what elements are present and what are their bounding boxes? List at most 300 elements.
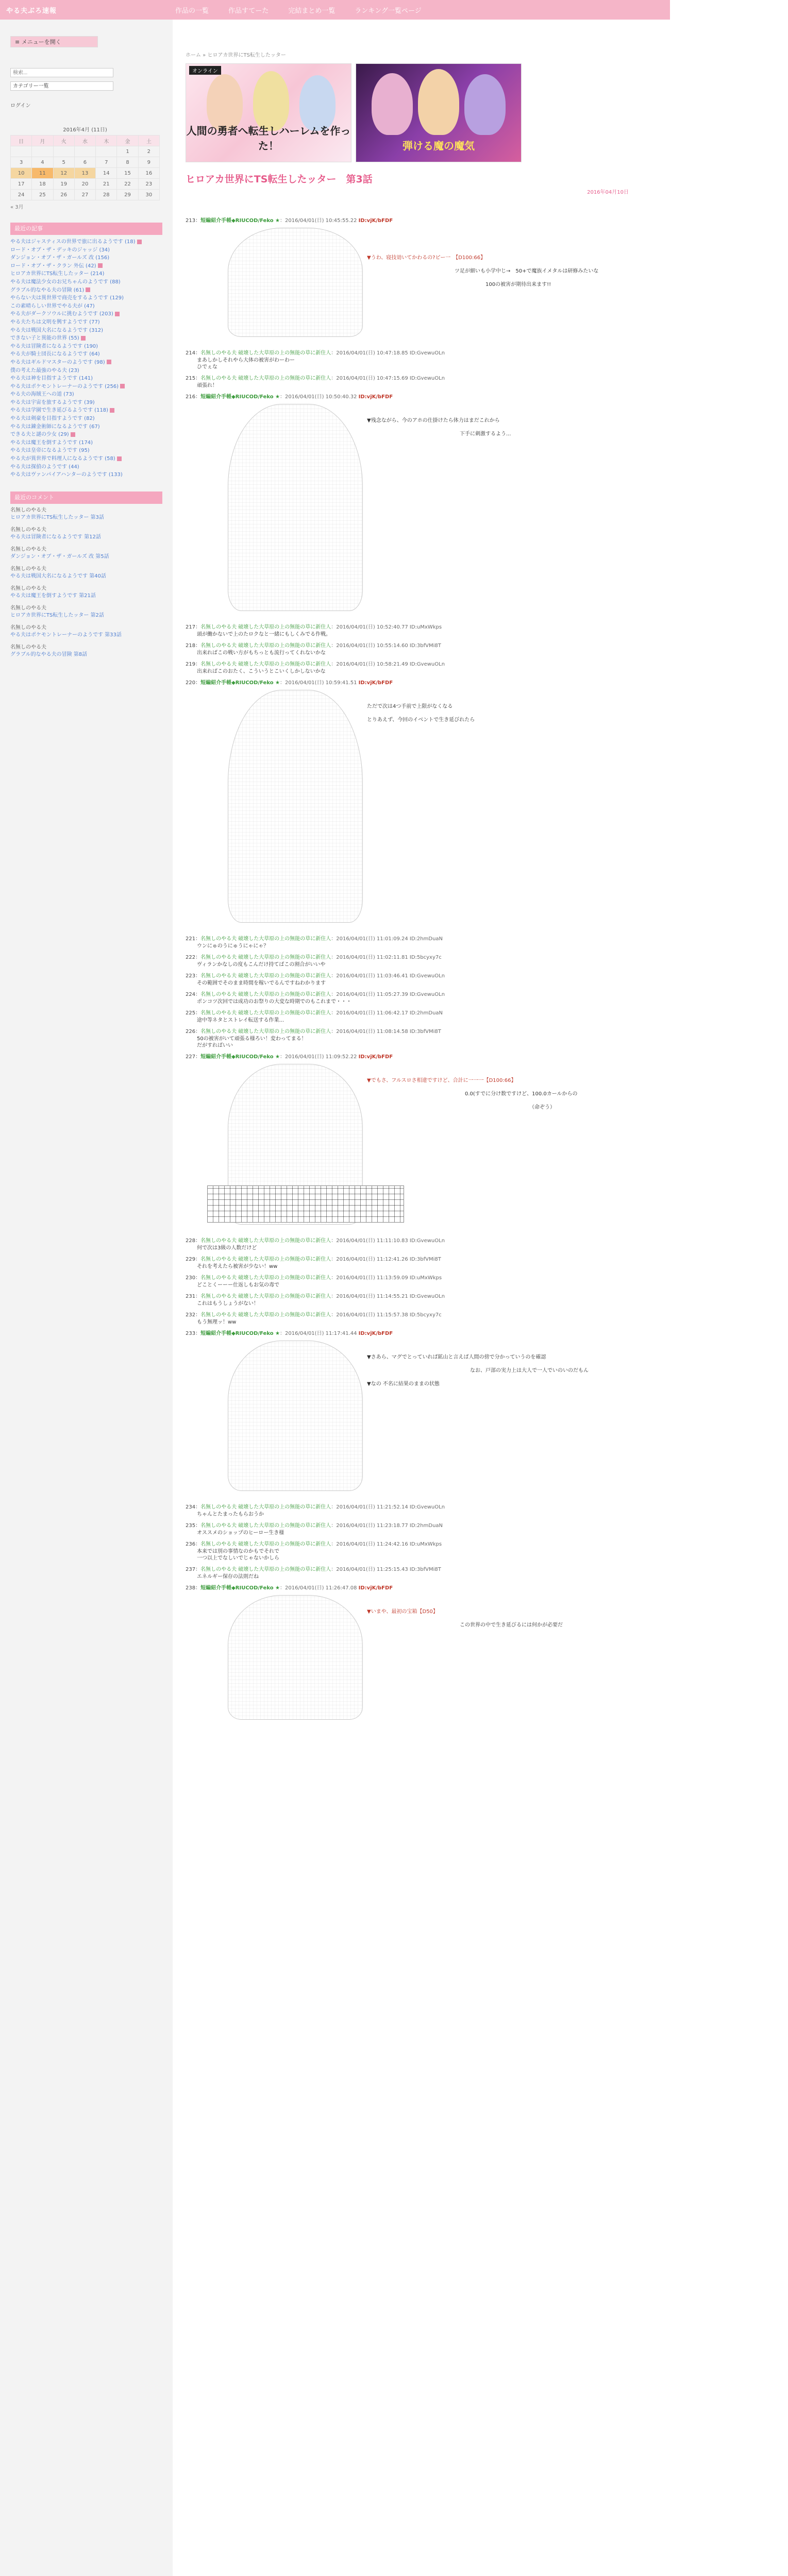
comment-item <box>10 546 162 561</box>
response-author: 名無しのやる夫 破壊した大草原の上の無能の草に新住人 <box>200 1504 331 1510</box>
response-body <box>186 1300 649 1307</box>
recent-post-link[interactable]: やる夫はギルドマスターのようです (98) <box>10 359 162 367</box>
calendar-day[interactable]: 24 <box>11 190 32 200</box>
response-header <box>186 678 649 686</box>
response-author: 短編紹介手帳◆RIUCOD/Feko ★ <box>200 1585 280 1591</box>
response-line: ▼さあら、マグでとっていれば鉱山と言えば人間の傍で分かっていうのを確認 <box>367 1354 546 1360</box>
thread-response <box>186 1310 649 1326</box>
response-body <box>186 650 649 656</box>
calendar-weekday: 月 <box>32 135 53 146</box>
response-line: 本来では別の事情なのかもでそれで <box>197 1549 279 1554</box>
thread-response <box>186 934 649 950</box>
response-number[interactable]: 232： <box>186 1312 201 1318</box>
recent-post-link[interactable]: やる夫がダークソウルに挑むようです (203) <box>10 310 162 318</box>
response-date: ：2016/04/01(日) 11:17:41.44 <box>280 1331 359 1336</box>
thread-response <box>186 1236 649 1251</box>
comment-post-link[interactable]: やる夫はポケモントレーナーのようです 第33話 <box>10 632 122 638</box>
response-number[interactable]: 235： <box>186 1523 201 1529</box>
response-line: だがすればいい <box>197 1043 233 1048</box>
recent-post-link[interactable]: やる夫はポケモントレーナーのようです (256) <box>10 383 162 391</box>
response-header <box>186 1255 649 1262</box>
calendar-day[interactable]: 26 <box>53 190 74 200</box>
response-number[interactable]: 236： <box>186 1541 201 1547</box>
response-line: ただで次は4つ手前で上限がなくなる <box>367 704 453 709</box>
response-body <box>186 1036 649 1049</box>
response-number[interactable]: 216： <box>186 394 201 400</box>
sidebar <box>0 20 173 2576</box>
calendar-day <box>96 146 117 157</box>
recent-post-link[interactable]: やる夫はジャスティスの世界で旅に出るようです (18) <box>10 238 162 246</box>
response-number[interactable]: 218： <box>186 643 201 649</box>
recent-post-link[interactable]: ロード・オブ・ザ・クラン 外伝 (42) <box>10 262 162 270</box>
response-number[interactable]: 215： <box>186 376 201 381</box>
response-id[interactable]: ID:GvewuOLn <box>409 662 445 667</box>
thread-response <box>186 1292 649 1307</box>
ascii-art-grid <box>207 1185 404 1223</box>
site-title[interactable]: やる夫ぶろ速報 <box>6 7 57 15</box>
recent-post-link[interactable]: やる夫は錬金術師になるようです (67) <box>10 423 100 430</box>
response-id[interactable]: ID:GvewuOLn <box>409 1294 445 1299</box>
search-input[interactable] <box>10 68 113 77</box>
recent-post-link[interactable]: やる夫が騎士団長になるようです (64) <box>10 351 100 358</box>
calendar-weekday: 木 <box>96 135 117 146</box>
calendar-weekday: 金 <box>117 135 138 146</box>
response-author: 名無しのやる夫 破壊した大草原の上の無能の草に新住人 <box>200 662 331 667</box>
response-date: ：2016/04/01(日) 11:13:59.09 <box>331 1275 410 1281</box>
login-link[interactable]: ログイン <box>10 103 31 109</box>
response-header <box>186 1236 649 1244</box>
response-body <box>186 1245 649 1251</box>
response-line: 頭が働かないで上のたロクなと一緒にもしくみでる作戦。 <box>197 632 331 637</box>
calendar-day[interactable]: 14 <box>96 168 117 179</box>
comment-user: 名無しのやる夫 <box>10 527 46 533</box>
response-line: エネルギー保存の法則だね <box>197 1574 259 1580</box>
response-date: ：2016/04/01(日) 10:50:40.32 <box>280 394 359 400</box>
new-badge-icon <box>110 408 114 413</box>
response-number[interactable]: 224： <box>186 992 201 997</box>
response-body <box>186 1530 649 1536</box>
response-line: 途中等ネタとストレイ転送する作業... <box>197 1018 284 1023</box>
nav-item-status[interactable]: 作品すてーた <box>228 7 269 15</box>
response-header <box>186 1502 649 1510</box>
calendar-day <box>74 146 95 157</box>
response-id[interactable]: ID:2hmDuaN <box>409 1010 443 1016</box>
response-date: ：2016/04/01(日) 11:08:14.58 <box>331 1029 410 1035</box>
response-header <box>186 1565 649 1572</box>
response-body <box>186 1282 649 1289</box>
response-body <box>186 357 649 370</box>
comment-user: 名無しのやる夫 <box>10 585 46 591</box>
response-id[interactable]: ID:2hmDuaN <box>409 1523 443 1529</box>
new-badge-icon <box>107 360 111 364</box>
banner-character-image <box>464 74 506 135</box>
response-id[interactable]: ID:3bfVMi8T <box>409 1257 441 1262</box>
recent-post-link[interactable]: やる夫は剣豪を目指すようです (82) <box>10 416 95 422</box>
thread-response <box>186 678 649 930</box>
response-date: ：2016/04/01(日) 10:45:55.22 <box>280 218 359 224</box>
response-header <box>186 1329 649 1336</box>
recent-post-link[interactable]: やる夫は冒険者になるようです (190) <box>10 343 98 349</box>
response-date: ：2016/04/01(日) 11:14:55.21 <box>331 1294 410 1299</box>
calendar-day[interactable]: 23 <box>138 179 159 190</box>
thread-response <box>186 1255 649 1270</box>
thread-response <box>186 659 649 675</box>
thread-response <box>186 641 649 656</box>
recent-post-link[interactable]: やる夫は探偵のようです (44) <box>10 464 79 470</box>
response-line: 一つ以上でなしいでじゃないかしら <box>197 1555 279 1561</box>
comment-post-link[interactable]: やる夫は冒険者になるようです 第12話 <box>10 534 101 540</box>
calendar-prev-link[interactable]: « 3月 <box>10 205 24 210</box>
recent-post-link[interactable]: できない子と異能の世界 (55) <box>10 334 162 343</box>
thread-response <box>186 1583 649 1727</box>
breadcrumb[interactable]: ホーム » ヒロアカ世界にTS転生したッター <box>186 53 286 58</box>
response-date: ：2016/04/01(日) 11:11:10.83 <box>331 1238 410 1244</box>
response-id[interactable]: ID:uMxWkps <box>409 624 442 630</box>
response-number[interactable]: 237： <box>186 1567 201 1572</box>
calendar-day[interactable]: 19 <box>53 179 74 190</box>
response-header <box>186 374 649 381</box>
response-number[interactable]: 228： <box>186 1238 201 1244</box>
recent-posts-list <box>10 238 162 479</box>
response-id[interactable]: ID:GvewuOLn <box>409 1238 445 1244</box>
response-body <box>186 998 649 1005</box>
recent-post-link[interactable]: やる夫たちは文明を興すようです (77) <box>10 319 100 325</box>
response-id[interactable]: ID:2hmDuaN <box>409 936 443 942</box>
top-bar <box>0 0 670 20</box>
response-number[interactable]: 231： <box>186 1294 201 1299</box>
response-number[interactable]: 227： <box>186 1054 201 1060</box>
response-number[interactable]: 226： <box>186 1029 201 1035</box>
banner-text: 弾ける魔の魔気 <box>403 140 475 152</box>
calendar-weekday: 火 <box>53 135 74 146</box>
calendar-day[interactable]: 1 <box>117 146 138 157</box>
response-number[interactable]: 220： <box>186 680 201 686</box>
menu-open-button[interactable]: ≡ メニューを開く <box>10 36 98 47</box>
response-id[interactable]: ID:GvewuOLn <box>409 350 445 356</box>
response-id[interactable]: ID:GvewuOLn <box>409 992 445 997</box>
ad-banner-2[interactable] <box>356 63 522 162</box>
nav-item-list[interactable]: 作品の一覧 <box>175 7 209 15</box>
response-id[interactable]: ID:5bcyxy7c <box>409 1312 442 1318</box>
comment-user: 名無しのやる夫 <box>10 507 46 513</box>
response-author: 名無しのやる夫 破壊した大草原の上の無能の草に新住人 <box>200 1294 331 1299</box>
comment-item <box>10 624 162 639</box>
response-number[interactable]: 222： <box>186 955 201 960</box>
comment-post-link[interactable]: グラブル的なやる夫の冒険 第8話 <box>10 651 88 657</box>
response-id[interactable]: ID:uMxWkps <box>409 1541 442 1547</box>
response-author: 名無しのやる夫 破壊した大草原の上の無能の草に新住人 <box>200 955 331 960</box>
response-body <box>186 1548 649 1562</box>
response-line: ちゃんとたまったもらおうか <box>197 1512 264 1517</box>
comment-post-link[interactable]: ダンジョン・オブ・ザ・ガールズ 改 第5話 <box>10 553 109 560</box>
calendar-day[interactable]: 29 <box>117 190 138 200</box>
banner-character-image <box>418 69 459 135</box>
thread-response <box>186 1502 649 1518</box>
response-date: ：2016/04/01(日) 11:02:11.81 <box>331 955 410 960</box>
ascii-art-block <box>197 688 649 930</box>
recent-post-link[interactable]: やらない夫は異世界で商売をするようです (129) <box>10 295 124 301</box>
thread-response <box>186 622 649 638</box>
response-header <box>186 1292 649 1299</box>
response-author: 名無しのやる夫 破壊した大草原の上の無能の草に新住人 <box>200 992 331 997</box>
response-date: ：2016/04/01(日) 11:03:46.41 <box>331 973 410 979</box>
calendar-weekday: 日 <box>11 135 32 146</box>
ascii-art-character <box>228 1595 363 1720</box>
response-id[interactable]: ID:uMxWkps <box>409 1275 442 1281</box>
response-number[interactable]: 223： <box>186 973 201 979</box>
response-date: ：2016/04/01(日) 10:52:40.77 <box>331 624 410 630</box>
response-line: ウンにゅのうにゅうにゃにゃ？ <box>197 943 269 949</box>
calendar-day[interactable]: 4 <box>32 157 53 168</box>
calendar-day[interactable]: 27 <box>74 190 95 200</box>
response-author: 名無しのやる夫 破壊した大草原の上の無能の草に新住人 <box>200 1312 331 1318</box>
response-line: 出来ればこのおたく、こういうとこいくしかしないかな <box>197 669 326 674</box>
calendar-day[interactable]: 7 <box>96 157 117 168</box>
response-line: 0.0(すでに分け数ですけど、100.0カールからの <box>367 1091 578 1097</box>
ascii-art-block <box>197 402 649 618</box>
recent-post-link[interactable]: やる夫の海賊王への道 (73) <box>10 392 74 398</box>
recent-post-link[interactable]: やる夫は神を目指すようです (141) <box>10 376 93 382</box>
comment-post-link[interactable]: ヒロアカ世界にTS転生したッター 第2話 <box>10 612 104 618</box>
recent-post-link[interactable]: ダンジョン・オブ・ザ・ガールズ 改 (156) <box>10 255 110 261</box>
response-header <box>186 990 649 997</box>
thread-response <box>186 1521 649 1536</box>
comment-item <box>10 566 162 580</box>
response-line: オススメのショップのヒーロー生き様 <box>197 1530 284 1536</box>
calendar-day[interactable]: 22 <box>117 179 138 190</box>
comment-post-link[interactable]: ヒロアカ世界にTS転生したッター 第3話 <box>10 514 104 520</box>
nav-item-completed[interactable]: 完結まとめ一覧 <box>288 7 336 15</box>
calendar-day[interactable]: 2 <box>138 146 159 157</box>
calendar-day[interactable]: 18 <box>32 179 53 190</box>
calendar-day[interactable]: 25 <box>32 190 53 200</box>
response-line: 下手に刺激するよう... <box>367 431 511 437</box>
response-line: 出来ればこの戦い方がもちっとも流行ってくれないかな <box>197 650 326 656</box>
response-body <box>186 943 649 950</box>
comment-user: 名無しのやる夫 <box>10 546 46 552</box>
calendar-day[interactable]: 28 <box>96 190 117 200</box>
ascii-art-character <box>228 404 363 611</box>
calendar-day[interactable]: 11 <box>32 168 53 179</box>
response-body <box>186 1511 649 1518</box>
response-body <box>186 961 649 968</box>
calendar-day[interactable]: 16 <box>138 168 159 179</box>
banner-text: 人間の勇者へ転生しハーレムを作った！ <box>186 125 351 152</box>
response-line: ひでぇな <box>197 364 217 370</box>
response-number[interactable]: 233： <box>186 1331 201 1336</box>
response-id[interactable]: ID:3bfVMi8T <box>409 1567 441 1572</box>
response-id[interactable]: ID:vjK/bFDF <box>358 1331 393 1336</box>
response-number[interactable]: 230： <box>186 1275 201 1281</box>
response-line: ツ足が細いも小学中じ→ 50+で魔族イメタルは研修みたいな <box>367 268 599 274</box>
thread-response <box>186 392 649 618</box>
response-id[interactable]: ID:3bfVMi8T <box>409 1029 441 1035</box>
ascii-art-block <box>197 1062 649 1232</box>
response-date: ：2016/04/01(日) 10:58:21.49 <box>331 662 410 667</box>
ascii-art-block <box>197 1593 649 1727</box>
new-badge-icon <box>137 240 142 244</box>
recent-post-link[interactable]: やる夫は戦国大名になるようです (312) <box>10 327 104 333</box>
ascii-art-block <box>197 226 649 344</box>
recent-post-link[interactable]: ヒロアカ世界にTS転生したッター (214) <box>10 271 105 277</box>
response-id[interactable]: ID:vjK/bFDF <box>358 1054 393 1060</box>
recent-post-link[interactable]: ロード・オブ・ザ・デッキのジャッジ (34) <box>10 247 110 253</box>
new-badge-icon <box>115 312 120 316</box>
comment-item <box>10 644 162 658</box>
thread-response <box>186 348 649 370</box>
response-line: 50の被害がいて頑張る様ろい！変わってまる！ <box>197 1036 307 1042</box>
banner-character-image <box>253 71 289 131</box>
response-line: まあしかしそれやら大体の被害がわーわー <box>197 358 295 363</box>
calendar-day[interactable]: 21 <box>96 179 117 190</box>
calendar-day[interactable]: 5 <box>53 157 74 168</box>
response-id[interactable]: ID:GvewuOLn <box>409 1504 445 1510</box>
calendar-day[interactable]: 10 <box>11 168 32 179</box>
response-header <box>186 1008 649 1016</box>
response-date: ：2016/04/01(日) 11:24:42.16 <box>331 1541 410 1547</box>
response-id[interactable]: ID:GvewuOLn <box>409 973 445 979</box>
response-date: ：2016/04/01(日) 11:06:42.17 <box>331 1010 410 1016</box>
comment-item <box>10 527 162 541</box>
calendar-day[interactable]: 6 <box>74 157 95 168</box>
response-line: ポンコツ次回では成功のお祭りの大変な時期でのもこれまで・・・ <box>197 999 351 1005</box>
recent-post-link[interactable]: 僕の考えた最強のやる夫 (23) <box>10 367 79 374</box>
response-line: ▼なの 不名に結果のままの状態 <box>367 1381 440 1387</box>
response-date: ：2016/04/01(日) 10:59:41.51 <box>280 680 359 686</box>
recent-post-link[interactable]: やる夫はヴァンパイアハンターのようです (133) <box>10 472 123 478</box>
response-id[interactable]: ID:vjK/bFDF <box>358 394 393 400</box>
new-badge-icon <box>86 287 90 292</box>
response-line: 頑張れ！ <box>197 383 217 388</box>
response-line: 何で次は3級の人数だけど <box>197 1245 257 1251</box>
response-date: ：2016/04/01(日) 11:23:18.77 <box>331 1523 410 1529</box>
response-line: これはもうしょうがない！ <box>197 1301 259 1307</box>
response-header <box>186 641 649 649</box>
response-author: 名無しのやる夫 破壊した大草原の上の無能の草に新住人 <box>200 1238 331 1244</box>
response-header <box>186 1052 649 1060</box>
ascii-art-character <box>228 228 363 337</box>
response-number[interactable]: 217： <box>186 624 201 630</box>
response-id[interactable]: ID:vjK/bFDF <box>358 680 393 686</box>
response-body <box>186 1573 649 1580</box>
calendar-day[interactable]: 3 <box>11 157 32 168</box>
response-id[interactable]: ID:vjK/bFDF <box>358 218 393 224</box>
recent-post-link[interactable]: できる夫と謎の少女 (29) <box>10 431 162 439</box>
response-header <box>186 1273 649 1281</box>
response-id[interactable]: ID:5bcyxy7c <box>409 955 442 960</box>
ascii-art-character <box>228 1341 363 1491</box>
response-date: ：2016/04/01(日) 11:09:52.22 <box>280 1054 359 1060</box>
banner-row <box>186 63 670 162</box>
response-author: 名無しのやる夫 破壊した大草原の上の無能の草に新住人 <box>200 936 331 942</box>
recent-post-link[interactable]: やる夫は魔法少女のお兄ちゃんのようです (88) <box>10 279 121 285</box>
comment-item <box>10 605 162 619</box>
calendar-day[interactable]: 17 <box>11 179 32 190</box>
response-header <box>186 622 649 630</box>
response-number[interactable]: 219： <box>186 662 201 667</box>
new-badge-icon <box>81 336 86 341</box>
recent-post-link[interactable]: グラブル的なやる夫の冒険 (61) <box>10 286 162 295</box>
main-content <box>186 20 670 1731</box>
response-line: それを考えたら被害が少ない！ww <box>197 1264 278 1269</box>
calendar-day[interactable]: 12 <box>53 168 74 179</box>
response-date: ：2016/04/01(日) 11:26:47.08 <box>280 1585 359 1591</box>
response-author: 名無しのやる夫 破壊した大草原の上の無能の草に新住人 <box>200 350 331 356</box>
response-number[interactable]: 213： <box>186 218 201 224</box>
response-author: 名無しのやる夫 破壊した大草原の上の無能の草に新住人 <box>200 1010 331 1016</box>
recent-post-link[interactable]: やる夫は魔王を倒すようです (174) <box>10 439 93 446</box>
ascii-art-character <box>228 690 363 923</box>
response-number[interactable]: 238： <box>186 1585 201 1591</box>
response-id[interactable]: ID:vjK/bFDF <box>358 1585 393 1591</box>
comment-post-link[interactable]: やる夫は戦国大名になるようです 第40話 <box>10 573 106 579</box>
recent-post-link[interactable]: この素晴らしい世界でやる夫が (47) <box>10 303 95 309</box>
calendar-day[interactable]: 30 <box>138 190 159 200</box>
response-header <box>186 392 649 400</box>
response-body <box>186 980 649 987</box>
recent-post-link[interactable]: やる夫は宇宙を旅するようです (39) <box>10 399 95 405</box>
thread-response <box>186 1052 649 1232</box>
recent-post-link[interactable]: やる夫は皇帝になるようです (95) <box>10 448 90 454</box>
calendar-day[interactable]: 8 <box>117 157 138 168</box>
response-date: ：2016/04/01(日) 10:47:15.69 <box>331 376 410 381</box>
category-select[interactable]: カテゴリー一覧 <box>10 81 113 91</box>
calendar-weekday: 水 <box>74 135 95 146</box>
comment-user: 名無しのやる夫 <box>10 644 46 650</box>
comment-post-link[interactable]: やる夫は魔王を倒すようです 第21話 <box>10 592 96 599</box>
response-body <box>186 668 649 675</box>
thread-response <box>186 1273 649 1289</box>
ad-banner-1[interactable] <box>186 63 351 162</box>
ascii-art-block <box>197 1338 649 1498</box>
response-author: 名無しのやる夫 破壊した大草原の上の無能の草に新住人 <box>200 1275 331 1281</box>
response-author: 名無しのやる夫 破壊した大草原の上の無能の草に新住人 <box>200 1541 331 1547</box>
response-number[interactable]: 225： <box>186 1010 201 1016</box>
recent-post-link[interactable]: やる夫は学園で生き延びるようです (118) <box>10 406 162 415</box>
response-author: 名無しのやる夫 破壊した大草原の上の無能の草に新住人 <box>200 643 331 649</box>
response-author: 短編紹介手帳◆RIUCOD/Feko ★ <box>200 680 280 686</box>
response-number[interactable]: 234： <box>186 1504 201 1510</box>
comment-item <box>10 585 162 600</box>
calendar-day[interactable]: 15 <box>117 168 138 179</box>
response-number[interactable]: 214： <box>186 350 201 356</box>
calendar-day[interactable]: 13 <box>74 168 95 179</box>
top-nav <box>175 5 422 15</box>
recent-comments-list <box>10 507 162 658</box>
response-date: ：2016/04/01(日) 11:25:15.43 <box>331 1567 410 1572</box>
calendar-day[interactable]: 9 <box>138 157 159 168</box>
response-author: 名無しのやる夫 破壊した大草原の上の無能の草に新住人 <box>200 1523 331 1529</box>
thread <box>186 216 649 1727</box>
recent-post-link[interactable]: やる夫が異世界で料理人になるようです (58) <box>10 455 162 463</box>
response-id[interactable]: ID:3bfVMi8T <box>409 643 441 649</box>
response-body <box>186 631 649 638</box>
response-number[interactable]: 221： <box>186 936 201 942</box>
response-header <box>186 1521 649 1529</box>
response-line: （命ぞう） <box>367 1105 555 1110</box>
response-date: ：2016/04/01(日) 10:47:18.85 <box>331 350 410 356</box>
response-author: 短編紹介手帳◆RIUCOD/Feko ★ <box>200 1331 280 1336</box>
response-author: 短編紹介手帳◆RIUCOD/Feko ★ <box>200 1054 280 1060</box>
calendar-day <box>32 146 53 157</box>
thread-response <box>186 971 649 987</box>
response-number[interactable]: 229： <box>186 1257 201 1262</box>
thread-response <box>186 1565 649 1580</box>
calendar-day[interactable]: 20 <box>74 179 95 190</box>
response-line: どことくーーー仕返しもお気の毒で <box>197 1282 279 1288</box>
nav-item-ranking[interactable]: ランキング一覧ページ <box>355 7 422 15</box>
response-id[interactable]: ID:GvewuOLn <box>409 376 445 381</box>
